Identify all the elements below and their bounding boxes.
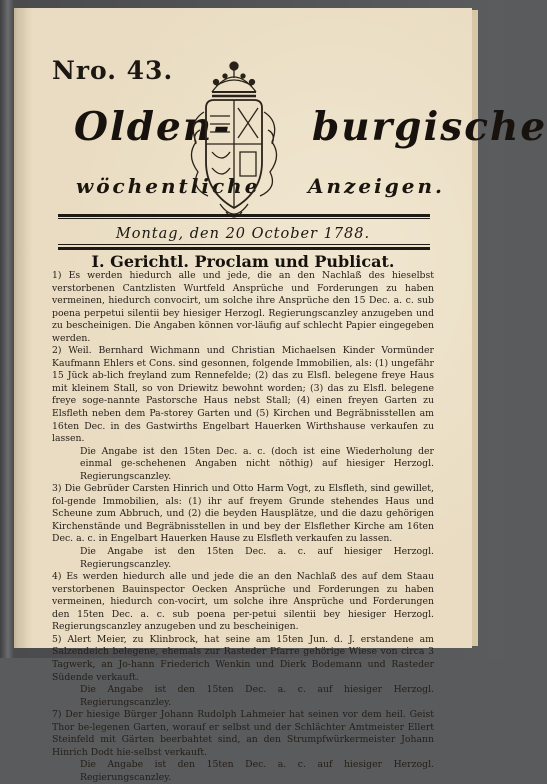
subtitle-left: wöchentliche [76, 174, 261, 198]
newspaper-page [14, 8, 547, 783]
coat-of-arms-icon [182, 52, 286, 226]
notice-paragraph: Die Angabe ist den 15ten Dec. a. c. auf hiesiger Herzogl. Regierungscanzley. [80, 759, 434, 783]
title-left: Olden- [74, 104, 232, 150]
article-body [52, 270, 434, 784]
notice-paragraph: 2) Weil. Bernhard Wichmann und Christian Michaelsen Kinder Vormünder Kaufmann Ehlers et Cons. sind gesonnen, folgende Immobilien, als: (1) ungefähr 15 Jück ab-lich freyland zum Rennefelde; (2) das zu Elsfl. belegene freye Haus mit kleinem Stall, so von Driewitz bewohnt worden; (3) das zu Elsfl. belegene freye soge-nannte Pastorsche Haus nebst Stall; (4) einen freyen Garten zu Elsfleth neben dem Pa-storey Garten und (5) Kirchen und Begräbnisstellen am 16ten Dec. in des Gastwirths Engelbart Hauerken Wirthshause verkaufen zu lassen. [52, 345, 434, 445]
issue-date: Montag, den 20 October 1788. [115, 226, 371, 242]
header-rule-bottom [58, 244, 430, 245]
header-rule-top-thin [58, 218, 430, 219]
notice-paragraph: 5) Alert Meier, zu Klinbrock, hat seine am 15ten Jun. d. J. erstandene am Salzendeich belegene, ehemals zur Rasteder Pfarre gehörige Wiese von circa 3 Tagwerk, an Jo-hann Friederich Wenkin und Dierk Bodemann und Rasteder Südende verkauft. [52, 633, 434, 683]
header-rule-top [58, 214, 430, 217]
notice-paragraph: 7) Der hiesige Bürger Johann Rudolph Lahmeier hat seinen vor dem heil. Geist Thor be-legenen Garten, worauf er selbst und der Schlächter Amtmeister Ellert Steinfeld mit Gärten beerbahtet sind, an den Strumpfwürkermeister Johann Hinrich Dodt hie-selbst verkauft. [52, 709, 434, 758]
notice-paragraph: Die Angabe ist den 15ten Dec. a. c. auf hiesiger Herzogl. Regierungscanzley. [80, 546, 434, 570]
notice-paragraph: 1) Es werden hiedurch alle und jede, die an den Nachlaß des hieselbst verstorbenen Cantzlisten Wurtfeld Ansprüche und Forderungen zu haben vermeinen, hiedurch convocirt, um solche ihre Ansprüche den 15 Dec. a. c. sub poena perpetui silentii bey hiesiger Herzogl. Regierungscanzley anzugeben und zu bescheinigen. Die Angaben können vor-läufig auf schlecht Papier eingegeben werden. [52, 270, 434, 344]
notice-paragraph: 3) Die Gebrüder Carsten Hinrich und Otto Harm Vogt, zu Elsfleth, sind gewillet, fol-gende Immobilien, als: (1) ihr auf freyem Grunde stehendes Haus und Scheune zum Abbruch, und (2) die beyden Hausplätze, und die dazu gehörigen Kirchenstände und Begräbnisstellen in und bey der Elsflether Kirche am 16ten Dec. a. c. in Engelbart Hauerken Hause zu Elsfleth verkaufen zu lassen. [52, 483, 434, 545]
section-heading: I. Gerichtl. Proclam und Publicat. [91, 252, 395, 271]
notice-paragraph: Die Angabe ist den 15ten Dec. a. c. (doch ist eine Wiederholung der einmal ge-schehenen Angaben nicht nöthig) auf hiesiger Herzogl. Regierungscanzley. [80, 445, 434, 482]
header-rule-bottom-thick [58, 247, 430, 250]
notice-paragraph: 4) Es werden hiedurch alle und jede die an den Nachlaß des auf dem Staau verstorbenen Bauinspector Oecken Ansprüche und Forderungen zu haben vermeinen, hiedurch con-vocirt, um solche ihre Ansprüche und Forderungen den 15ten Dec. a. c. sub poena per-petui silentii bey hiesiger Herzogl. Regierungscanzley anzugeben und zu bescheinigen. [52, 571, 434, 633]
subtitle-right: Anzeigen. [308, 174, 445, 198]
issue-number: Nro. 43. [52, 56, 174, 85]
title-right: burgische [312, 104, 547, 150]
notice-paragraph: Die Angabe ist den 15ten Dec. a. c. auf hiesiger Herzogl. Regierungscanzley. [80, 684, 434, 708]
